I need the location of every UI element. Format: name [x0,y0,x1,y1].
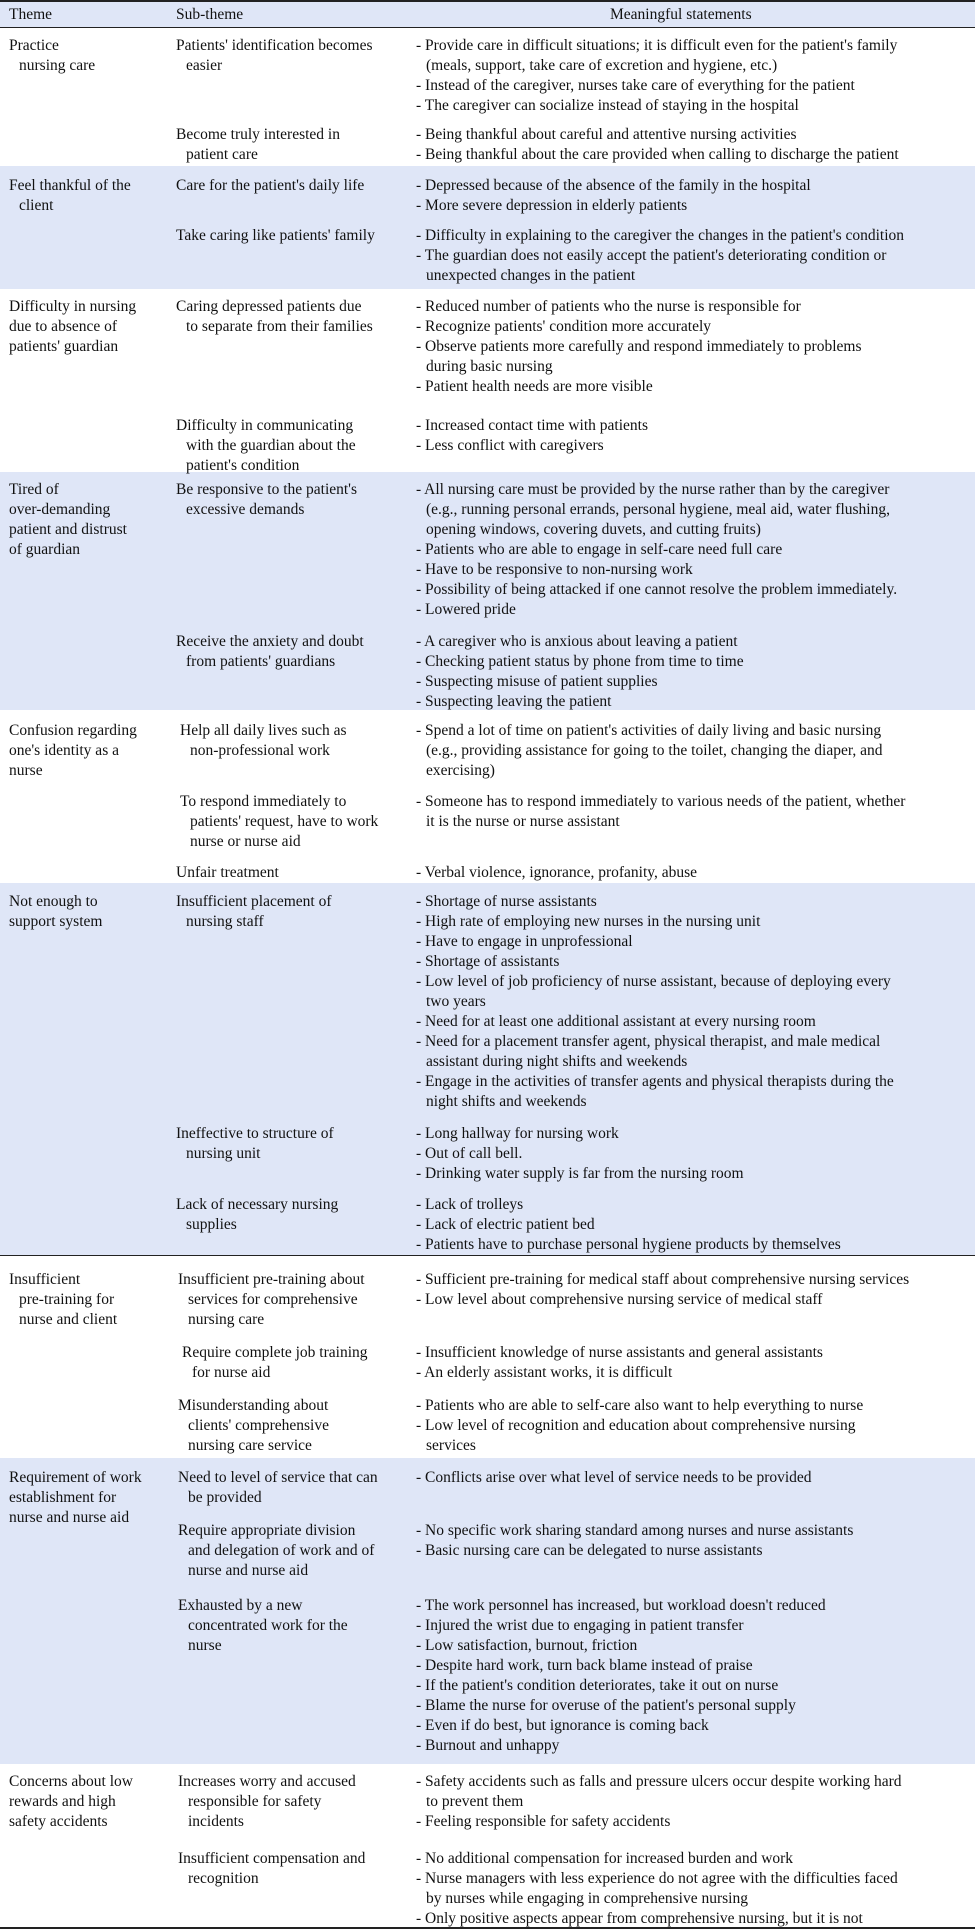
statement-line: - The work personnel has increased, but workload doesn't reduced [416,1597,826,1614]
statements-cell [416,721,971,781]
theme-cell [9,1772,169,1832]
statement-line: - Even if do best, but ignorance is coming back [416,1717,709,1734]
statement-line: - Insufficient knowledge of nurse assistants and general assistants [416,1344,823,1361]
theme-line: patients' guardian [9,338,119,355]
subtheme-line: Take caring like patients' family [176,227,375,244]
statement-line: - An elderly assistant works, it is difficult [416,1364,673,1381]
subtheme-line: nurse or nurse aid [190,833,301,850]
subtheme-cell [178,1468,403,1508]
subtheme-line: concentrated work for the [188,1617,348,1634]
statement-line: - Lack of electric patient bed [416,1216,595,1233]
subtheme-line: To respond immediately to [180,793,347,810]
subtheme-cell [176,632,401,672]
statements-cell [416,1124,971,1184]
statement-line: - Being thankful about the care provided when calling to discharge the patient [416,146,899,163]
statements-cell [416,1270,971,1310]
theme-line: client [19,197,54,214]
statement-line: - Patient health needs are more visible [416,378,653,395]
subtheme-cell [176,297,401,337]
subtheme-cell [176,416,401,476]
theme-cell [9,36,169,76]
subtheme-line: to separate from their families [186,318,373,335]
statement-line: - Need for a placement transfer agent, physical therapist, and male medical [416,1033,881,1050]
theme-cell [9,176,169,216]
statement-line: - Despite hard work, turn back blame instead of praise [416,1657,753,1674]
subtheme-line: Need to level of service that can [178,1469,378,1486]
subtheme-line: recognition [188,1870,259,1887]
theme-cell [9,892,169,932]
subtheme-line: Patients' identification becomes [176,37,373,54]
statements-cell [416,1468,971,1488]
statement-line: it is the nurse or nurse assistant [426,813,620,830]
subtheme-cell [178,1396,403,1456]
subtheme-line: Ineffective to structure of [176,1125,334,1142]
statement-line: - More severe depression in elderly patients [416,197,688,214]
statement-line: to prevent them [426,1793,524,1810]
subtheme-line: Help all daily lives such as [180,722,347,739]
statement-line: - Lowered pride [416,601,516,618]
subtheme-line: Misunderstanding about [178,1397,329,1414]
subtheme-line: and delegation of work and of [188,1542,375,1559]
statements-cell [416,36,971,116]
subtheme-cell [176,36,401,76]
statement-line: - Low level of job proficiency of nurse assistant, because of deploying every [416,973,891,990]
statement-line: - Lack of trolleys [416,1196,524,1213]
statement-line: - Basic nursing care can be delegated to nurse assistants [416,1542,763,1559]
theme-line: nurse [9,762,43,779]
statement-line: - Provide care in difficult situations; it is difficult even for the patient's family [416,37,898,54]
theme-cell [9,480,169,560]
subtheme-cell [176,863,401,883]
statements-cell [416,125,971,165]
subtheme-line: responsible for safety [188,1793,322,1810]
subtheme-cell [176,480,401,520]
theme-line: support system [9,913,103,930]
statement-line: - The guardian does not easily accept the patient's deteriorating condition or [416,247,887,264]
theme-line: safety accidents [9,1813,108,1830]
subtheme-line: easier [186,57,223,74]
subtheme-line: Difficulty in communicating [176,417,354,434]
statement-line: - Depressed because of the absence of the family in the hospital [416,177,811,194]
theme-line: Requirement of work [9,1469,142,1486]
subtheme-cell [176,892,401,932]
statements-cell [416,1195,971,1255]
statement-line: exercising) [426,762,495,779]
subtheme-line: Require complete job training [182,1344,368,1361]
statement-line: - Suspecting leaving the patient [416,693,612,710]
subtheme-line: nursing care [188,1311,265,1328]
subtheme-cell [180,721,405,761]
theme-line: Feel thankful of the [9,177,131,194]
subtheme-line: patients' request, have to work [190,813,379,830]
subtheme-cell [178,1521,403,1581]
statements-cell [416,1596,971,1756]
statement-line: - Shortage of assistants [416,953,560,970]
theme-line: Practice [9,37,59,54]
subtheme-line: nurse and nurse aid [188,1562,309,1579]
statements-cell [416,297,971,397]
theme-line: pre-training for [19,1291,115,1308]
subtheme-line: patient's condition [186,457,300,474]
statements-cell [416,1772,971,1832]
statement-line: - Long hallway for nursing work [416,1125,619,1142]
statement-line: - Less conflict with caregivers [416,437,604,454]
statement-line: two years [426,993,486,1010]
statement-line: - Reduced number of patients who the nurse is responsible for [416,298,801,315]
statement-line: - Sufficient pre-training for medical staff about comprehensive nursing services [416,1271,910,1288]
statement-line: - High rate of employing new nurses in the nursing unit [416,913,761,930]
subtheme-line: Insufficient compensation and [178,1850,366,1867]
subtheme-cell [178,1849,403,1889]
subtheme-cell [176,125,401,165]
subtheme-line: for nurse aid [192,1364,271,1381]
statement-line: - All nursing care must be provided by the nurse rather than by the caregiver [416,481,890,498]
subtheme-line: nursing staff [186,913,264,930]
statement-line: - Possibility of being attacked if one cannot resolve the problem immediately. [416,581,898,598]
theme-line: Difficulty in nursing [9,298,137,315]
statement-line: opening windows, covering duvets, and cutting fruits) [426,521,761,538]
statement-line: unexpected changes in the patient [426,267,636,284]
statement-line: - Feeling responsible for safety accidents [416,1813,671,1830]
statement-line: - Injured the wrist due to engaging in patient transfer [416,1617,744,1634]
theme-cell [9,721,169,781]
statements-cell [416,632,971,712]
statement-line: - Being thankful about careful and attentive nursing activities [416,126,797,143]
subtheme-line: Require appropriate division [178,1522,356,1539]
subtheme-cell [180,792,405,852]
statement-line: - Checking patient status by phone from time to time [416,653,744,670]
statement-line: - Verbal violence, ignorance, profanity, abuse [416,864,698,881]
statement-line: - If the patient's condition deteriorates, take it out on nurse [416,1677,779,1694]
subtheme-line: nursing unit [186,1145,261,1162]
statements-cell [416,1343,971,1383]
statement-line: - Recognize patients' condition more accurately [416,318,712,335]
statement-line: - Only positive aspects appear from comprehensive nursing, but it is not [416,1910,863,1927]
subtheme-line: Become truly interested in [176,126,340,143]
statement-line: assistant during night shifts and weekends [426,1053,688,1070]
subtheme-cell [176,1124,401,1164]
statements-cell [416,1521,971,1561]
subtheme-line: nursing care service [188,1437,312,1454]
theme-line: over-demanding [9,501,111,518]
statement-line: - Patients who are able to self-care also want to help everything to nurse [416,1397,864,1414]
theme-line: Concerns about low [9,1773,133,1790]
subtheme-line: excessive demands [186,501,305,518]
subtheme-line: Exhausted by a new [178,1597,303,1614]
theme-line: nursing care [19,57,96,74]
theme-line: Confusion regarding [9,722,137,739]
theme-line: patient and distrust [9,521,127,538]
statement-line: - Someone has to respond immediately to various needs of the patient, whether [416,793,906,810]
statement-line: - Engage in the activities of transfer agents and physical therapists during the [416,1073,894,1090]
statements-cell [416,792,971,832]
theme-cell [9,1270,169,1330]
table-bottom-rule [0,1927,975,1929]
statements-cell [416,863,971,883]
statement-line: - Shortage of nurse assistants [416,893,597,910]
statement-line: - No additional compensation for increased burden and work [416,1850,794,1867]
subtheme-line: Insufficient pre-training about [178,1271,365,1288]
subtheme-line: from patients' guardians [186,653,336,670]
theme-line: Tired of [9,481,59,498]
statement-line: - Out of call bell. [416,1145,523,1162]
statement-line: - Drinking water supply is far from the nursing room [416,1165,744,1182]
statement-line: - Low level of recognition and education about comprehensive nursing [416,1417,856,1434]
statement-line: - Suspecting misuse of patient supplies [416,673,658,690]
theme-line: of guardian [9,541,81,558]
theme-line: nurse and nurse aid [9,1509,130,1526]
statement-line: services [426,1437,476,1454]
statement-line: - Low level about comprehensive nursing service of medical staff [416,1291,823,1308]
subtheme-cell [178,1772,403,1832]
subtheme-line: supplies [186,1216,237,1233]
table-header [0,0,975,28]
statements-cell [416,892,971,1112]
header-subtheme: Sub-theme [176,6,244,23]
statement-line: - Observe patients more carefully and respond immediately to problems [416,338,862,355]
subtheme-line: Lack of necessary nursing [176,1196,339,1213]
statements-cell [416,480,971,620]
subtheme-line: incidents [188,1813,244,1830]
statements-cell [416,416,971,456]
statement-line: - Patients who are able to engage in self-care need full care [416,541,783,558]
subtheme-cell [178,1270,403,1330]
subtheme-line: nurse [188,1637,222,1654]
subtheme-line: non-professional work [190,742,330,759]
subtheme-line: with the guardian about the [186,437,356,454]
statement-line: - Increased contact time with patients [416,417,648,434]
statement-line: night shifts and weekends [426,1093,587,1110]
subtheme-line: clients' comprehensive [188,1417,329,1434]
statement-line: - Patients have to purchase personal hygiene products by themselves [416,1236,841,1253]
statement-line: - Low satisfaction, burnout, friction [416,1637,638,1654]
theme-line: nurse and client [19,1311,118,1328]
subtheme-cell [176,176,401,196]
theme-line: Insufficient [9,1271,81,1288]
subtheme-line: Increases worry and accused [178,1773,356,1790]
subtheme-line: Caring depressed patients due [176,298,362,315]
theme-line: Not enough to [9,893,98,910]
theme-cell [9,1468,169,1528]
subtheme-line: be provided [188,1489,262,1506]
subtheme-line: Insufficient placement of [176,893,332,910]
subtheme-cell [176,1195,401,1235]
statement-line: - Nurse managers with less experience do not agree with the difficulties faced [416,1870,898,1887]
statements-cell [416,1849,971,1929]
statement-line: - Conflicts arise over what level of service needs to be provided [416,1469,812,1486]
statement-line: - Have to engage in unprofessional [416,933,633,950]
subtheme-line: Care for the patient's daily life [176,177,365,194]
theme-line: establishment for [9,1489,117,1506]
subtheme-cell [182,1343,407,1383]
statement-line: - Difficulty in explaining to the caregiver the changes in the patient's condition [416,227,905,244]
statement-line: (e.g., providing assistance for going to the toilet, changing the diaper, and [426,742,883,759]
statement-line: (e.g., running personal errands, personal hygiene, meal aid, water flushing, [426,501,890,518]
subtheme-line: Unfair treatment [176,864,279,881]
subtheme-line: patient care [186,146,258,163]
subtheme-cell [176,226,401,246]
statement-line: - Instead of the caregiver, nurses take care of everything for the patient [416,77,855,94]
statement-line: - No specific work sharing standard among nurses and nurse assistants [416,1522,854,1539]
header-theme: Theme [9,6,53,23]
statements-cell [416,176,971,216]
statement-line: - Safety accidents such as falls and pressure ulcers occur despite working hard [416,1773,902,1790]
statement-line: - The caregiver can socialize instead of staying in the hospital [416,97,799,114]
header-statements: Meaningful statements [610,6,752,23]
subtheme-line: Receive the anxiety and doubt [176,633,364,650]
statements-cell [416,226,971,286]
statement-line: - A caregiver who is anxious about leaving a patient [416,633,738,650]
theme-line: rewards and high [9,1793,116,1810]
statement-line: - Spend a lot of time on patient's activities of daily living and basic nursing [416,722,882,739]
subtheme-line: services for comprehensive [188,1291,358,1308]
subtheme-line: Be responsive to the patient's [176,481,358,498]
statements-cell [416,1396,971,1456]
statement-line: - Have to be responsive to non-nursing work [416,561,693,578]
theme-cell [9,297,169,357]
theme-line: due to absence of [9,318,118,335]
theme-line: one's identity as a [9,742,119,759]
subtheme-cell [178,1596,403,1656]
statement-line: during basic nursing [426,358,553,375]
statement-line: (meals, support, take care of excretion and hygiene, etc.) [426,57,778,74]
statement-line: - Burnout and unhappy [416,1737,560,1754]
statement-line: - Blame the nurse for overuse of the patient's personal supply [416,1697,796,1714]
statement-line: - Need for at least one additional assistant at every nursing room [416,1013,816,1030]
statement-line: by nurses while engaging in comprehensive nursing [426,1890,748,1907]
